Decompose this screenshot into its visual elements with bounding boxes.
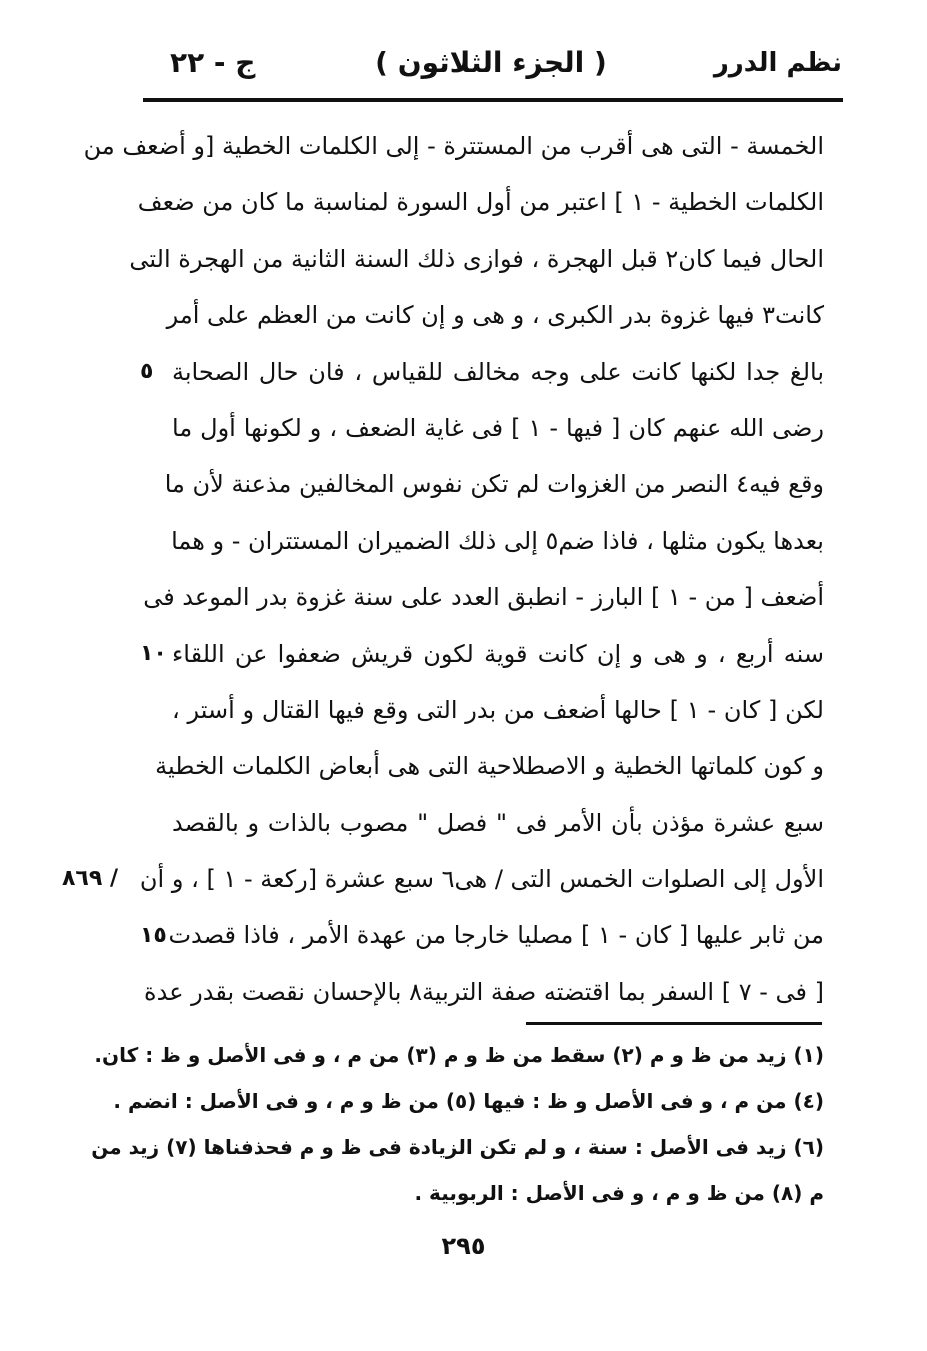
book-title: نظم الدرر [713, 48, 842, 78]
footnote-line: (١) زيد من ظ و م (٢) سقط من ظ و م (٣) من م ، و فى الأصل و ظ : كان. [94, 1043, 824, 1067]
volume-label: ج - ٢٢ [170, 46, 256, 79]
text-line: أضعف [ من - ١ ] البارز - انطبق العدد على سنة غزوة بدر الموعد فى [143, 583, 824, 612]
text-line: لكن [ كان - ١ ] حالها أضعف من بدر التى وقع فيها القتال و أستر ، [172, 695, 824, 724]
text-line: بالغ جدا لكنها كانت على وجه مخالف للقياس ، فان حال الصحابة [172, 357, 824, 386]
text-line: سنه أربع ، و هى و إن كانت قوية لكون قريش ضعفوا عن اللقاء [172, 639, 824, 668]
footnote-line: (٦) زيد فى الأصل : سنة ، و لم تكن الزيادة فى ظ و م فحذفناها (٧) زيد من [91, 1135, 824, 1159]
header-rule [143, 98, 843, 102]
running-header [140, 40, 842, 92]
text-line: الكلمات الخطية - ١ ] اعتبر من أول السورة لمناسبة ما كان من ضعف [137, 188, 824, 217]
line-number-10: ١٠ [140, 640, 167, 666]
text-line: من ثابر عليها [ كان - ١ ] مصليا خارجا من عهدة الأمر ، فاذا قصدت [168, 921, 824, 950]
text-line: كانت٣ فيها غزوة بدر الكبرى ، و هى و إن كانت من العظم على أمر [166, 301, 824, 330]
part-title: ( الجزء الثلاثون ) [375, 46, 607, 79]
footnotes [91, 1032, 824, 1216]
margin-page-reference: / ٨٦٩ [62, 866, 118, 892]
footnote-line: م (٨) من ظ و م ، و فى الأصل : الربوبية . [414, 1181, 824, 1205]
text-line: الخمسة - التى هى أقرب من المستترة - إلى الكلمات الخطية [و أضعف من [83, 132, 824, 160]
text-line: سبع عشرة مؤذن بأن الأمر فى " فصل " مصوب بالذات و بالقصد [172, 808, 824, 837]
text-line: رضى الله عنهم كان [ فيها - ١ ] فى غاية الضعف ، و لكونها أول ما [172, 413, 824, 442]
line-number-15: ١٥ [140, 922, 167, 948]
page-number: ٢٩٥ [441, 1232, 486, 1260]
text-line: الحال فيما كان٢ قبل الهجرة ، فوازى ذلك السنة الثانية من الهجرة التى [129, 244, 824, 273]
footnote-line: (٤) من م ، و فى الأصل و ظ : فيها (٥) من ظ و م ، و فى الأصل : انضم . [113, 1089, 824, 1113]
text-line: [ فى - ٧ ] السفر بما اقتضته صفة التربية٨ بالإحسان نقصت بقدر عدة [144, 977, 824, 1006]
text-line: الأول إلى الصلوات الخمس التى / هى٦ سبع عشرة [ركعة - ١ ] ، و أن [139, 865, 824, 894]
footnote-rule [526, 1022, 822, 1025]
text-line: و كون كلماتها الخطية و الاصطلاحية التى هى أبعاض الكلمات الخطية [155, 752, 824, 781]
text-line: وقع فيه٤ النصر من الغزوات لم تكن نفوس المخالفين مذعنة لأن ما [164, 470, 824, 499]
text-line: بعدها يكون مثلها ، فاذا ضم٥ إلى ذلك الضميران المستتران - و هما [171, 526, 824, 555]
line-number-5: ٥ [140, 358, 154, 384]
